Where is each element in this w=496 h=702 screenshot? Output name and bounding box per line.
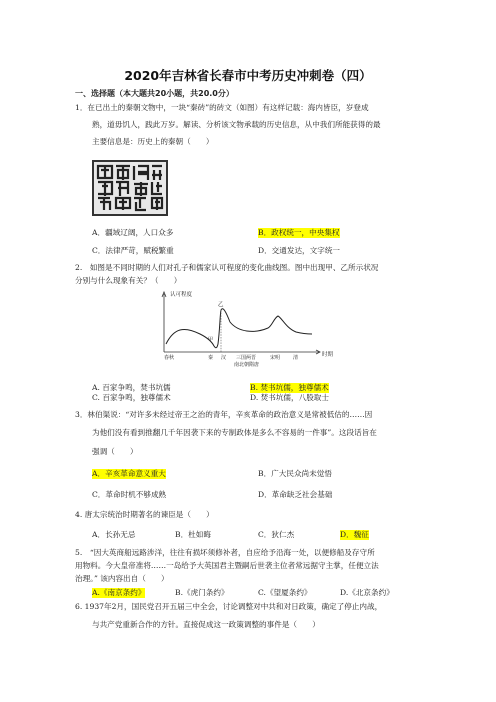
q2-text-line-1: 2. 如图是不同时期的人们对孔子和儒家认可程度的变化曲线图。图中出现甲、乙所示状况 (75, 263, 379, 272)
tick-label-qin: 秦 (208, 355, 214, 361)
tick-label-sanguo: 三国两晋 (236, 355, 257, 361)
q2-option-c: C. 百家争鸣，独尊儒术 (92, 393, 171, 402)
q4-option-a: A．长孙无忌 (92, 530, 136, 539)
q1-option-b: B．政权统一，中央集权 (258, 228, 340, 237)
q3-option-d: D．革命缺乏社会基础 (258, 490, 333, 499)
recognition-curve (166, 309, 312, 348)
q4-option-b: B．杜如晦 (175, 530, 211, 539)
q4-option-d: D．魏征 (340, 530, 369, 539)
tick-label-nanbeichao: 南北朝隋唐 (234, 362, 260, 368)
tick-label-songming: 宋明 (270, 355, 281, 361)
q2-text-line-2: 分别与什么现象有关？（ ） (75, 276, 182, 285)
qin-brick-inscription-image (92, 160, 168, 216)
q1-option-a: A．疆域辽阔，人口众多 (92, 228, 174, 237)
q2-option-a: A. 百家争鸣，焚书坑儒 (92, 383, 171, 392)
q1-text-line-2: 熟，道毋饥人，践此万岁。解读、分析该文物承载的历史信息，从中我们所能获得的最 (92, 120, 381, 129)
q5-option-d: D.《北京条约》 (340, 588, 394, 597)
q1-text-line-3: 主要信息是：历史上的秦朝（ ） (92, 137, 214, 146)
q3-option-a: A．辛亥革命意义重大 (92, 469, 166, 478)
section-heading: 一、选择题（本大题共20小题，共20.0分） (75, 89, 234, 98)
q1-text-line-1: 1．在已出土的秦朝文物中，一块“秦砖”的砖文（如图）有这样记载：海内皆臣，岁登成 (75, 103, 369, 112)
chart-x-label: 时期 (322, 352, 334, 358)
q6-text-line-2: 与共产党重新合作的方针。直接促成这一政策调整的事件是（ ） (92, 620, 320, 629)
q4-option-c: C．狄仁杰 (258, 530, 295, 539)
q6-text-line-1: 6. 1937年2月，国民党召开五届三中全会，讨论调整对中共和对日政策，确定了停止内战， (75, 602, 383, 611)
q5-text-line-1: 5. “因大英商船远路涉洋，往往有损坏须修补者，自应给予沿海一处，以便修船及存守所 (75, 548, 375, 557)
q3-option-b: B．广大民众尚未觉悟 (258, 469, 332, 478)
q5-option-a: A.《南京条约》 (92, 588, 146, 597)
q1-option-d: D．交通发达，文字统一 (258, 246, 341, 255)
q1-option-c: C．法律严苛，赋税繁重 (92, 246, 174, 255)
annotation-jia: 甲 (208, 337, 214, 343)
chart-y-label: 认可程度 (170, 292, 193, 298)
q4-text-line-1: 4. 唐太宗统治时期著名的谏臣是（ ） (75, 510, 214, 519)
tick-label-han: 汉 (221, 355, 227, 361)
q3-text-line-3: 强调（ ） (92, 447, 138, 456)
annotation-yi: 乙 (218, 302, 224, 308)
tick-label-qing: 清 (293, 355, 299, 361)
brick-inscription-graphic (94, 162, 166, 214)
page-title: 2020年吉林省长春市中考历史冲刺卷（四） (124, 68, 372, 83)
q5-text-line-2: 用物料。今大皇帝准将……一岛给予大英国君主暨嗣后世袭主位者常远据守主掌，任便立法 (75, 561, 379, 570)
q2-option-d: D. 焚书坑儒，八股取士 (250, 393, 329, 402)
q3-option-c: C．革命时机不够成熟 (92, 490, 167, 499)
q5-text-line-3: 治理。” 该内容出自（ ） (75, 574, 169, 583)
q5-option-c: C.《望厦条约》 (258, 588, 312, 597)
q2-option-b: B. 焚书坑儒，独尊儒术 (250, 383, 329, 392)
q3-text-line-2: 为他们没有看到推翻几千年因袭下来的专制政体是多么不容易的一件事”。这段话旨在 (92, 428, 377, 437)
tick-label-chunqiu: 春秋 (164, 355, 175, 361)
q3-text-line-1: 3．林伯渠说：“对许多未经过帝王之治的青年，辛亥革命的政治意义是常被低估的……因 (75, 410, 373, 419)
confucianism-recognition-chart (150, 288, 340, 368)
q5-option-b: B.《虎门条约》 (175, 588, 229, 597)
